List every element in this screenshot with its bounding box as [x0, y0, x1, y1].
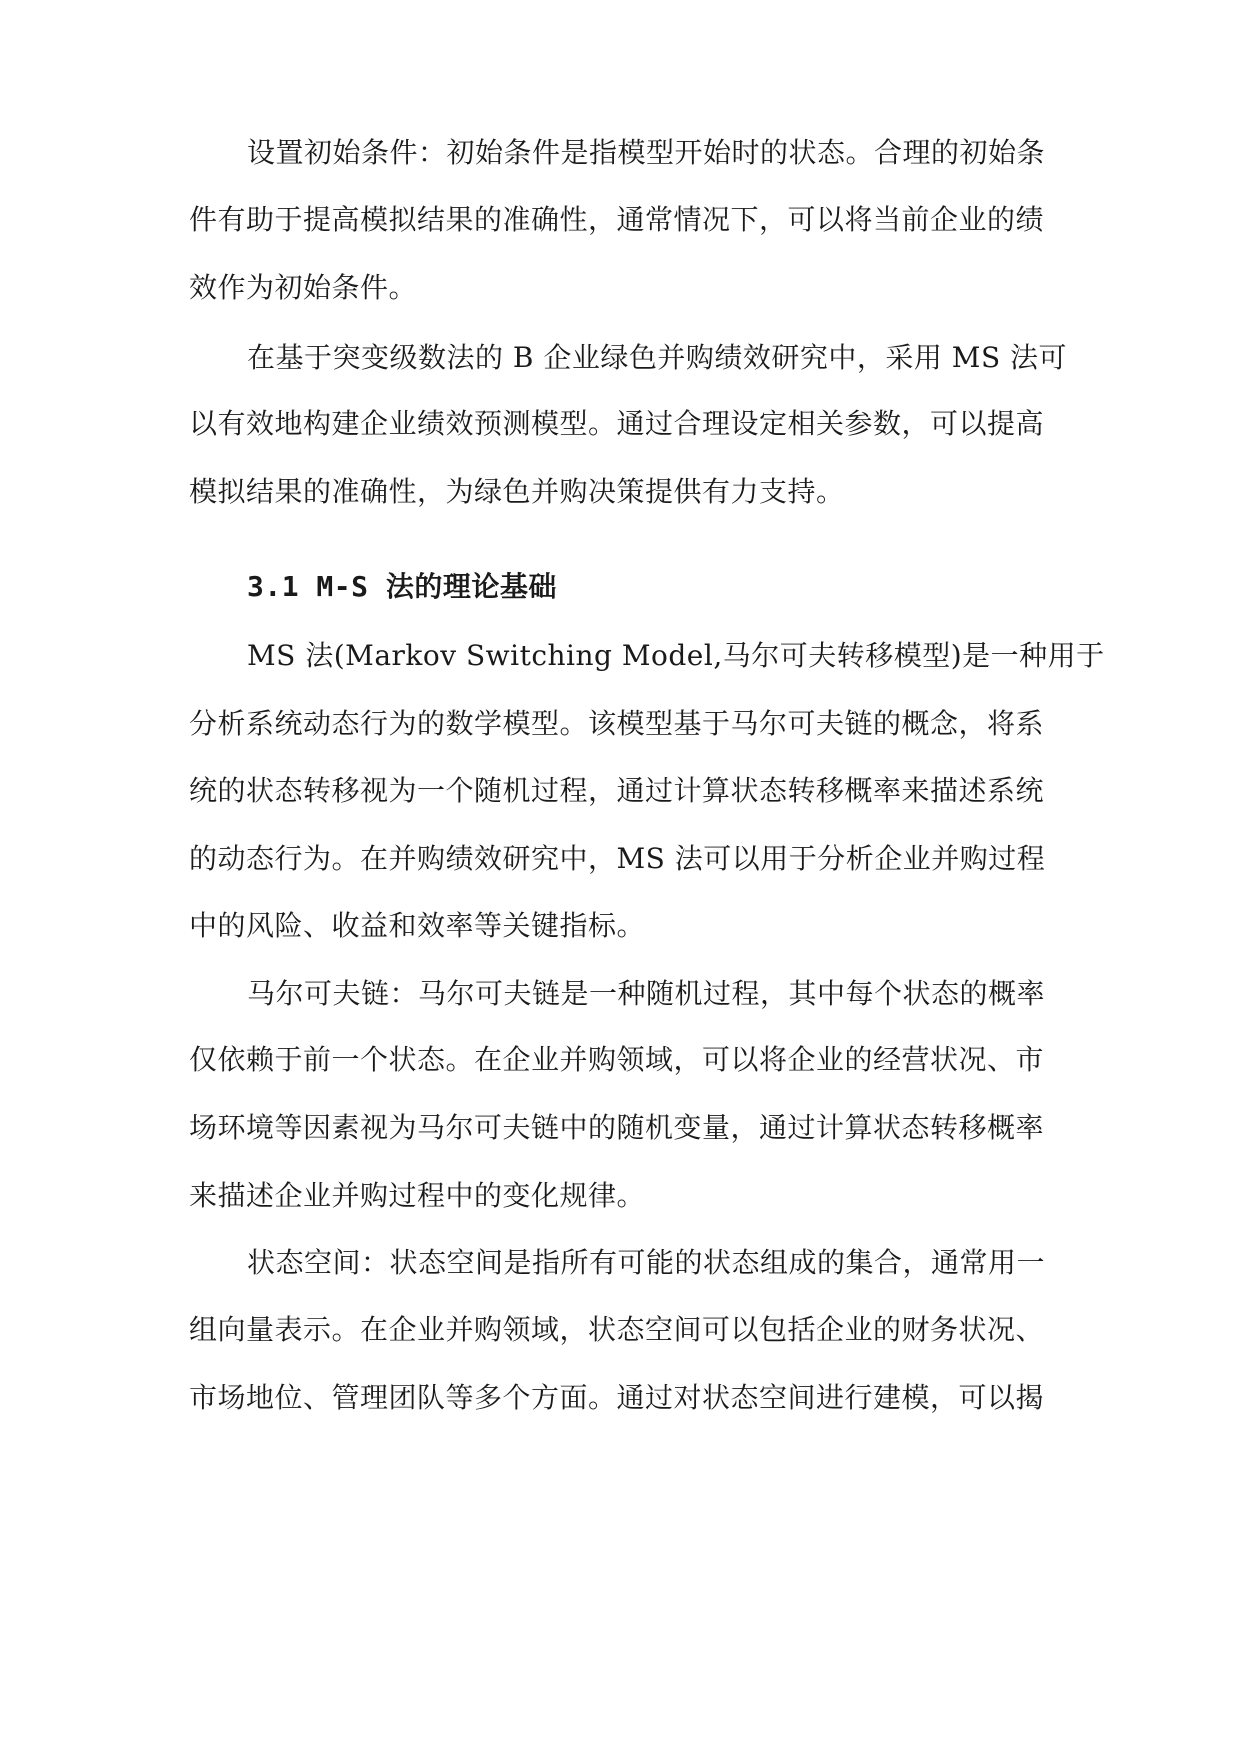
text-line: 场环境等因素视为马尔可夫链中的随机变量，通过计算状态转移概率 — [189, 1111, 1045, 1144]
section-heading: 3.1 M-S 法的理论基础 — [247, 570, 557, 603]
text-line: 状态空间：状态空间是指所有可能的状态组成的集合，通常用一 — [247, 1246, 1046, 1279]
text-line: 市场地位、管理团队等多个方面。通过对状态空间进行建模，可以揭 — [189, 1381, 1045, 1414]
text-line: 统的状态转移视为一个随机过程，通过计算状态转移概率来描述系统 — [189, 774, 1045, 807]
text-line: 来描述企业并购过程中的变化规律。 — [189, 1179, 646, 1212]
text-line: 设置初始条件：初始条件是指模型开始时的状态。合理的初始条 — [247, 136, 1046, 169]
text-line: 以有效地构建企业绩效预测模型。通过合理设定相关参数，可以提高 — [189, 407, 1045, 440]
text-line: 仅依赖于前一个状态。在企业并购领域，可以将企业的经营状况、市 — [189, 1043, 1045, 1076]
text-line: 组向量表示。在企业并购领域，状态空间可以包括企业的财务状况、 — [189, 1313, 1045, 1346]
text-line: 中的风险、收益和效率等关键指标。 — [189, 909, 646, 942]
text-line: 的动态行为。在并购绩效研究中，MS 法可以用于分析企业并购过程 — [189, 842, 1046, 875]
text-line: 模拟结果的准确性，为绿色并购决策提供有力支持。 — [189, 475, 845, 508]
text-line: 效作为初始条件。 — [189, 271, 418, 304]
text-line: 在基于突变级数法的 B 企业绿色并购绩效研究中，采用 MS 法可 — [247, 341, 1068, 374]
text-line: MS 法(Markov Switching Model,马尔可夫转移模型)是一种用于 — [247, 639, 1105, 672]
text-line: 马尔可夫链：马尔可夫链是一种随机过程，其中每个状态的概率 — [247, 977, 1046, 1010]
text-line: 分析系统动态行为的数学模型。该模型基于马尔可夫链的概念，将系 — [189, 707, 1045, 740]
text-line: 件有助于提高模拟结果的准确性，通常情况下，可以将当前企业的绩 — [189, 203, 1045, 236]
